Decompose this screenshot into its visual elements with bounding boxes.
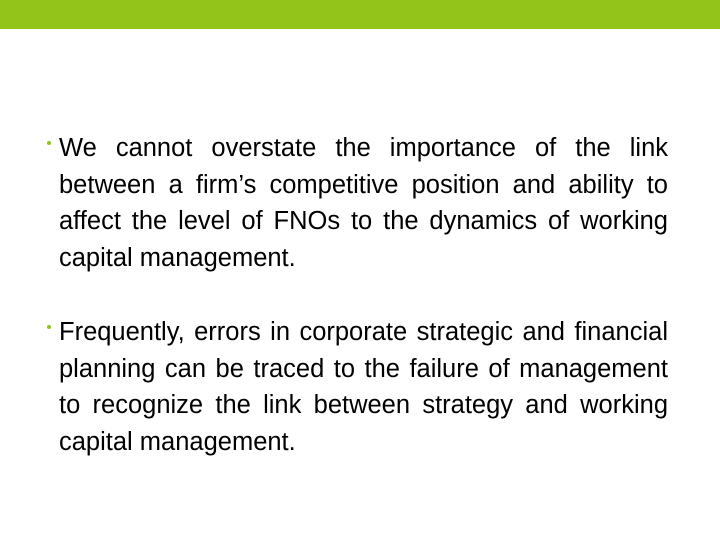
bullet-item-2 — [52, 314, 668, 460]
bullet-text: Frequently, errors in corporate strategic and financial planning can be traced to the failure of management to recognize the link between strategy and working capital management. — [59, 318, 668, 456]
bullet-text: We cannot overstate the importance of the link between a firm’s competitive position and ability to affect the level of FNOs to the dynamics of working capital management. — [59, 134, 668, 272]
bullet-item-1 — [52, 130, 668, 276]
top-accent-bar — [0, 0, 720, 29]
bullet-dot-icon — [47, 325, 51, 329]
bullet-list — [52, 130, 668, 498]
bullet-dot-icon — [47, 141, 51, 145]
